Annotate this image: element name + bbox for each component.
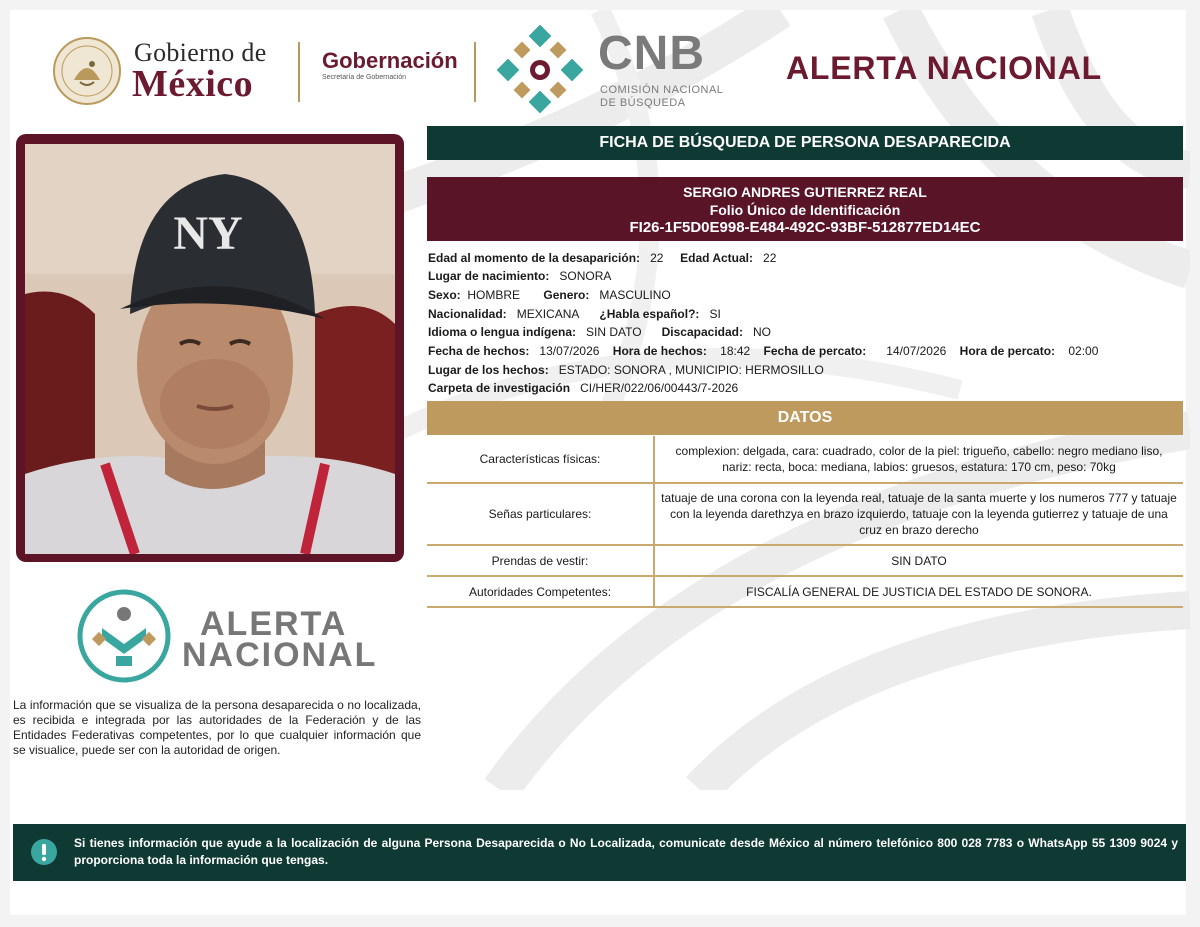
datos-row-value: complexion: delgada, cara: cuadrado, color de la piel: trigueño, cabello: negro mediano liso, nariz: recta, boca: mediana, labios: gruesos, estatura: 170 cm, peso: 70kg bbox=[675, 444, 1163, 474]
genero-value: MASCULINO bbox=[599, 288, 671, 302]
hora-percato-label: Hora de percato: bbox=[959, 344, 1056, 358]
discapacidad-label: Discapacidad: bbox=[661, 325, 743, 339]
carpeta-label: Carpeta de investigación bbox=[428, 381, 571, 395]
info-line-fechas bbox=[428, 343, 1098, 359]
datos-header bbox=[427, 401, 1183, 435]
alerta-logo-line1: ALERTA bbox=[200, 605, 348, 643]
gobernacion-sub-label: Secretaría de Gobernación bbox=[322, 74, 407, 81]
gobierno-de-label: Gobierno de bbox=[134, 38, 267, 67]
nacimiento-value: SONORA bbox=[559, 269, 612, 283]
ficha-title: FICHA DE BÚSQUEDA DE PERSONA DESAPARECIDA bbox=[599, 134, 1011, 151]
datos-row-label: Prendas de vestir: bbox=[427, 546, 655, 575]
mexico-seal-icon bbox=[52, 36, 122, 106]
sexo-label: Sexo: bbox=[428, 288, 461, 302]
discapacidad-value: NO bbox=[753, 325, 772, 339]
name-bar bbox=[427, 177, 1183, 241]
info-line-lugar bbox=[428, 362, 824, 378]
carpeta-value: CI/HER/022/06/00443/7-2026 bbox=[580, 381, 739, 395]
edad-desaparicion-label: Edad al momento de la desaparición: bbox=[428, 251, 641, 265]
svg-text:NY: NY bbox=[173, 207, 243, 260]
cnb-logo-icon bbox=[494, 24, 586, 116]
nacionalidad-value: MEXICANA bbox=[516, 307, 580, 321]
hora-hechos-value: 18:42 bbox=[720, 344, 751, 358]
footer-text: Si tienes información que ayude a la localización de alguna Persona Desaparecida o No Localizada, comunicate desde México al número telefónico 800 028 7783 o WhatsApp 55 1309 9024 y proporciona toda la información que tengas. bbox=[74, 836, 1178, 867]
genero-label: Genero: bbox=[543, 288, 590, 302]
fecha-percato-label: Fecha de percato: bbox=[763, 344, 867, 358]
habla-espanol-label: ¿Habla español?: bbox=[599, 307, 700, 321]
nacionalidad-label: Nacionalidad: bbox=[428, 307, 507, 321]
datos-row-value: tatuaje de una corona con la leyenda real, tatuaje de la santa muerte y los numeros 777 y tatuaje con la leyenda darethzya en brazo izquierdo, tatuaje con la leyenda gutierrez y tatuaje de una cruz en brazo derecho bbox=[661, 491, 1177, 537]
datos-row-label: Características físicas: bbox=[427, 436, 655, 482]
cnb-subtitle-1: COMISIÓN NACIONAL bbox=[600, 84, 724, 96]
ficha-title-bar bbox=[427, 126, 1183, 160]
datos-row bbox=[427, 546, 1183, 577]
datos-row-value: FISCALÍA GENERAL DE JUSTICIA DEL ESTADO DE SONORA. bbox=[746, 584, 1092, 599]
nacimiento-label: Lugar de nacimiento: bbox=[428, 269, 550, 283]
datos-row bbox=[427, 484, 1183, 546]
info-line-edad bbox=[428, 250, 776, 266]
info-line-nacimiento bbox=[428, 268, 611, 284]
lugar-hechos-value: ESTADO: SONORA , MUNICIPIO: HERMOSILLO bbox=[558, 363, 824, 377]
missing-person-photo bbox=[25, 144, 395, 554]
datos-row bbox=[427, 577, 1183, 608]
info-line-carpeta bbox=[428, 380, 738, 396]
disclaimer-text: La información que se visualiza de la persona desaparecida o no localizada, es recibida e integrada por las autoridades de la Federación y de las Entidades Federativas competentes, por lo que cualquier información que se visualice, puede ser con la autoridad de origen. bbox=[13, 698, 421, 757]
idioma-label: Idioma o lengua indígena: bbox=[428, 325, 577, 339]
hora-hechos-label: Hora de hechos: bbox=[612, 344, 707, 358]
info-line-idioma bbox=[428, 324, 771, 340]
exclamation-icon bbox=[30, 838, 58, 866]
habla-espanol-value: SI bbox=[709, 307, 721, 321]
person-name: SERGIO ANDRES GUTIERREZ REAL bbox=[683, 184, 927, 200]
datos-row-value: SIN DATO bbox=[891, 553, 947, 568]
folio-label: Folio Único de Identificación bbox=[709, 202, 901, 218]
mexico-label: México bbox=[132, 63, 254, 105]
alerta-nacional-title: ALERTA NACIONAL bbox=[786, 50, 1102, 86]
datos-row-label: Señas particulares: bbox=[427, 484, 655, 544]
edad-desaparicion-value: 22 bbox=[650, 251, 664, 265]
divider bbox=[298, 42, 300, 102]
fecha-hechos-label: Fecha de hechos: bbox=[428, 344, 530, 358]
lugar-hechos-label: Lugar de los hechos: bbox=[428, 363, 549, 377]
header bbox=[0, 0, 1200, 120]
alerta-logo-line2: NACIONAL bbox=[182, 636, 378, 674]
info-line-nacionalidad bbox=[428, 306, 721, 322]
edad-actual-value: 22 bbox=[763, 251, 777, 265]
info-line-sexo bbox=[428, 287, 671, 303]
idioma-value: SIN DATO bbox=[586, 325, 642, 339]
cnb-label: CNB bbox=[598, 27, 705, 80]
sexo-value: HOMBRE bbox=[467, 288, 521, 302]
divider bbox=[474, 42, 476, 102]
datos-row bbox=[427, 436, 1183, 484]
datos-title: DATOS bbox=[777, 409, 833, 426]
edad-actual-label: Edad Actual: bbox=[680, 251, 754, 265]
alerta-nacional-logo-icon bbox=[76, 588, 172, 684]
gobernacion-label: Gobernación bbox=[322, 48, 458, 73]
fecha-percato-value: 14/07/2026 bbox=[886, 344, 947, 358]
folio-value: FI26-1F5D0E998-E484-492C-93BF-512877ED14EC bbox=[629, 219, 981, 236]
datos-row-label: Autoridades Competentes: bbox=[427, 577, 655, 606]
fecha-hechos-value: 13/07/2026 bbox=[539, 344, 600, 358]
cnb-subtitle-2: DE BÚSQUEDA bbox=[600, 97, 686, 109]
hora-percato-value: 02:00 bbox=[1068, 344, 1099, 358]
